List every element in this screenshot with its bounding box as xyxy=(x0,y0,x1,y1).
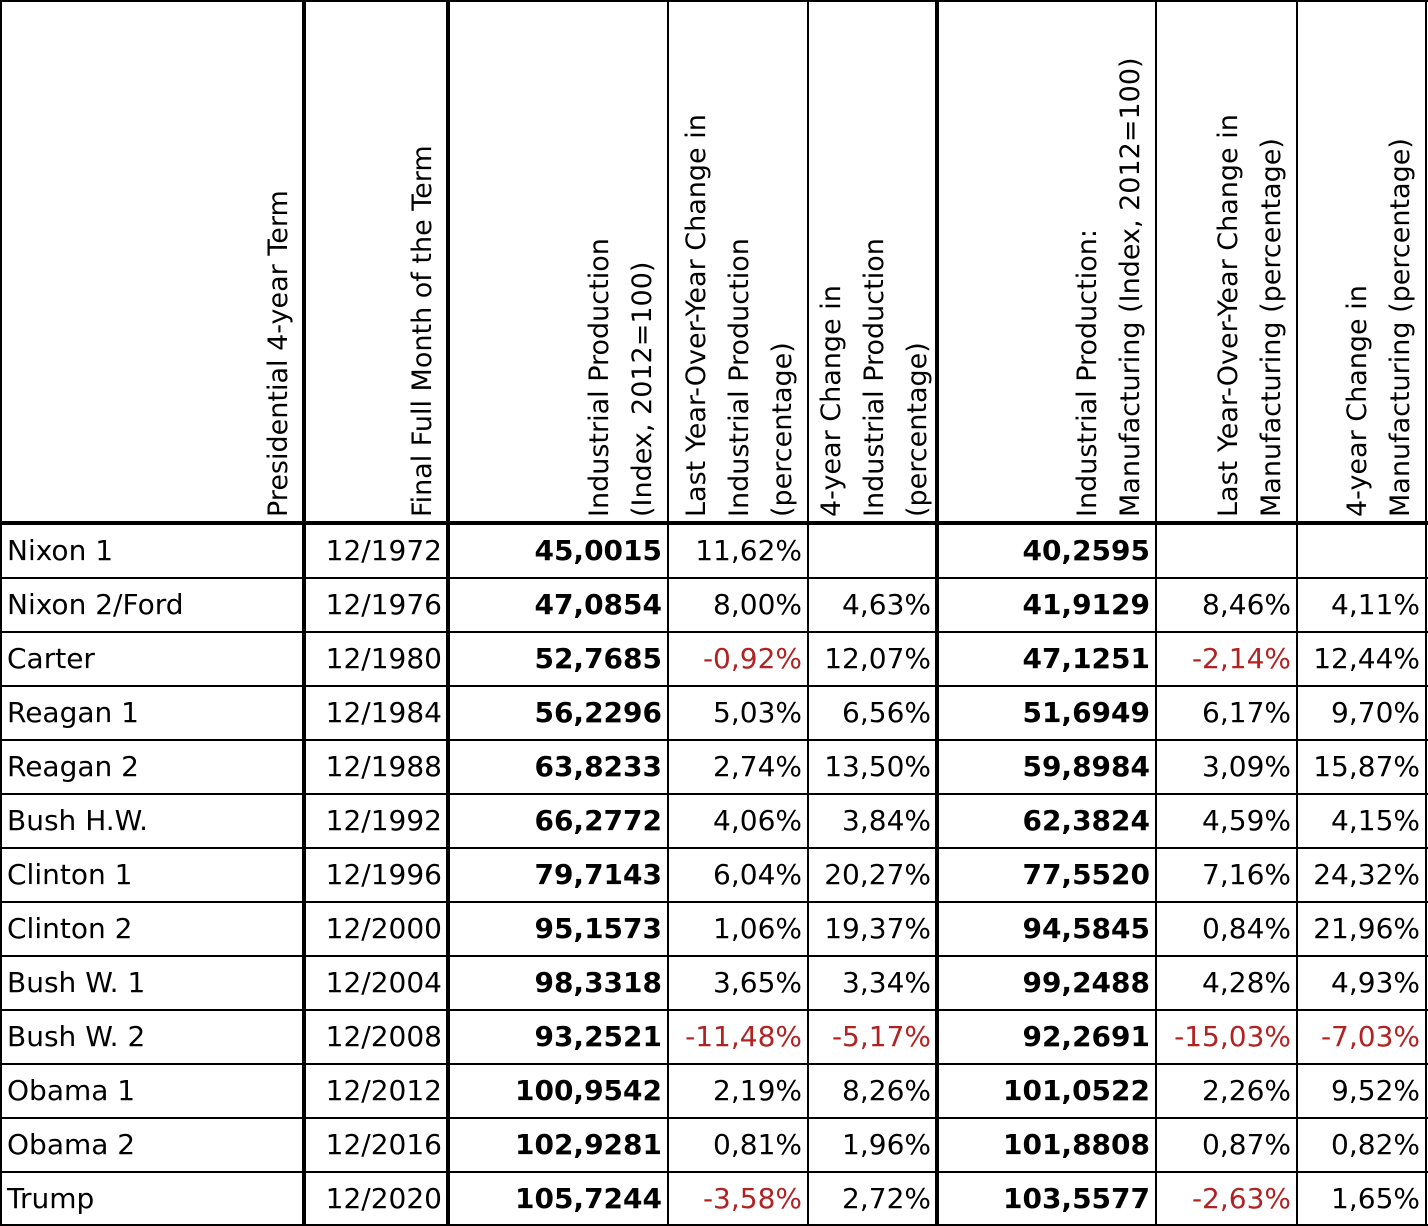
cell-ip-index: 105,7244 xyxy=(514,1182,662,1215)
cell-final-month: 12/1984 xyxy=(325,696,442,729)
cell-term: Clinton 1 xyxy=(7,858,133,891)
cell-mfg-yoy: 8,46% xyxy=(1202,588,1291,621)
cell-ip-index: 52,7685 xyxy=(534,642,662,675)
cell-term: Trump xyxy=(7,1182,95,1215)
cell-ip-4yr: 3,84% xyxy=(842,804,931,837)
cell-ip-yoy: 0,81% xyxy=(713,1128,802,1161)
cell-ip-yoy: 3,65% xyxy=(713,966,802,999)
cell-ip-index: 45,0015 xyxy=(534,534,662,567)
cell-ip-4yr: 1,96% xyxy=(842,1128,931,1161)
header-term xyxy=(0,0,304,521)
cell-mfg-index: 99,2488 xyxy=(1022,966,1150,999)
header-mfg-yoy xyxy=(1156,0,1297,521)
cell-ip-4yr: 12,07% xyxy=(824,642,931,675)
cell-mfg-4yr: 1,65% xyxy=(1331,1182,1420,1215)
header-line: (percentage) xyxy=(767,342,798,517)
cell-final-month: 12/2000 xyxy=(325,912,442,945)
cell-mfg-yoy: 4,28% xyxy=(1202,966,1291,999)
cell-term: Obama 1 xyxy=(7,1074,136,1107)
header-final-month xyxy=(304,0,448,521)
cell-ip-yoy: -11,48% xyxy=(685,1020,802,1053)
header-line: Industrial Production xyxy=(859,238,890,517)
cell-mfg-yoy: -15,03% xyxy=(1174,1020,1291,1053)
cell-mfg-yoy xyxy=(1156,524,1297,578)
cell-ip-yoy: 4,06% xyxy=(713,804,802,837)
header-ip-index xyxy=(448,0,668,521)
header-line: (percentage) xyxy=(902,342,933,517)
cell-mfg-yoy: 7,16% xyxy=(1202,858,1291,891)
cell-final-month: 12/1996 xyxy=(325,858,442,891)
cell-ip-4yr: 4,63% xyxy=(842,588,931,621)
header-line: Manufacturing (percentage) xyxy=(1385,138,1416,517)
cell-ip-index: 79,7143 xyxy=(534,858,662,891)
cell-ip-yoy: 8,00% xyxy=(713,588,802,621)
header-line: Industrial Production xyxy=(584,238,615,517)
cell-ip-index: 100,9542 xyxy=(514,1074,662,1107)
cell-mfg-index: 41,9129 xyxy=(1022,588,1150,621)
cell-ip-4yr: 3,34% xyxy=(842,966,931,999)
cell-final-month: 12/1972 xyxy=(325,534,442,567)
cell-mfg-index: 101,8808 xyxy=(1002,1128,1150,1161)
cell-mfg-yoy: -2,63% xyxy=(1191,1182,1291,1215)
cell-mfg-index: 94,5845 xyxy=(1022,912,1150,945)
cell-mfg-yoy: 3,09% xyxy=(1202,750,1291,783)
cell-mfg-index: 59,8984 xyxy=(1022,750,1150,783)
cell-final-month: 12/2004 xyxy=(325,966,442,999)
cell-mfg-yoy: -2,14% xyxy=(1191,642,1291,675)
cell-ip-4yr: 20,27% xyxy=(824,858,931,891)
cell-term: Nixon 2/Ford xyxy=(7,588,184,621)
cell-ip-index: 47,0854 xyxy=(534,588,662,621)
cell-ip-4yr: 8,26% xyxy=(842,1074,931,1107)
cell-mfg-index: 103,5577 xyxy=(1002,1182,1150,1215)
cell-mfg-index: 47,1251 xyxy=(1022,642,1150,675)
cell-ip-4yr: 13,50% xyxy=(824,750,931,783)
cell-mfg-index: 40,2595 xyxy=(1022,534,1150,567)
cell-ip-index: 102,9281 xyxy=(514,1128,662,1161)
header-ip-4yr xyxy=(808,0,937,521)
header-line: Final Full Month of the Term xyxy=(407,145,438,517)
cell-mfg-4yr: 4,15% xyxy=(1331,804,1420,837)
cell-final-month: 12/2008 xyxy=(325,1020,442,1053)
cell-term: Nixon 1 xyxy=(7,534,114,567)
header-line: 4-year Change in xyxy=(816,285,847,517)
cell-term: Bush W. 1 xyxy=(7,966,146,999)
cell-term: Clinton 2 xyxy=(7,912,133,945)
header-mfg-index xyxy=(937,0,1156,521)
cell-mfg-4yr: 24,32% xyxy=(1313,858,1420,891)
cell-term: Carter xyxy=(7,642,95,675)
cell-mfg-yoy: 0,84% xyxy=(1202,912,1291,945)
cell-ip-index: 63,8233 xyxy=(534,750,662,783)
cell-mfg-4yr: 12,44% xyxy=(1313,642,1420,675)
cell-final-month: 12/2012 xyxy=(325,1074,442,1107)
cell-mfg-yoy: 2,26% xyxy=(1202,1074,1291,1107)
cell-mfg-yoy: 0,87% xyxy=(1202,1128,1291,1161)
header-line: Last Year-Over-Year Change in xyxy=(681,114,712,517)
cell-ip-4yr xyxy=(808,524,937,578)
cell-term: Obama 2 xyxy=(7,1128,136,1161)
cell-ip-index: 95,1573 xyxy=(534,912,662,945)
header-line: (Index, 2012=100) xyxy=(627,261,658,517)
cell-term: Reagan 2 xyxy=(7,750,139,783)
cell-mfg-4yr: 15,87% xyxy=(1313,750,1420,783)
header-line: Industrial Production xyxy=(724,238,755,517)
cell-ip-4yr: -5,17% xyxy=(831,1020,931,1053)
header-ip-yoy xyxy=(668,0,808,521)
cell-mfg-index: 92,2691 xyxy=(1022,1020,1150,1053)
cell-final-month: 12/1980 xyxy=(325,642,442,675)
cell-mfg-4yr: 0,82% xyxy=(1331,1128,1420,1161)
cell-final-month: 12/1988 xyxy=(325,750,442,783)
cell-ip-index: 93,2521 xyxy=(534,1020,662,1053)
header-line: Manufacturing (Index, 2012=100) xyxy=(1115,57,1146,517)
cell-final-month: 12/2020 xyxy=(325,1182,442,1215)
cell-ip-4yr: 2,72% xyxy=(842,1182,931,1215)
cell-mfg-4yr: 21,96% xyxy=(1313,912,1420,945)
cell-final-month: 12/1992 xyxy=(325,804,442,837)
header-mfg-4yr xyxy=(1297,0,1426,521)
cell-mfg-yoy: 6,17% xyxy=(1202,696,1291,729)
cell-mfg-index: 51,6949 xyxy=(1022,696,1150,729)
cell-final-month: 12/1976 xyxy=(325,588,442,621)
header-line: Industrial Production: xyxy=(1072,229,1103,517)
cell-ip-yoy: -0,92% xyxy=(702,642,802,675)
cell-ip-yoy: -3,58% xyxy=(702,1182,802,1215)
cell-ip-yoy: 11,62% xyxy=(695,534,802,567)
cell-ip-yoy: 6,04% xyxy=(713,858,802,891)
cell-final-month: 12/2016 xyxy=(325,1128,442,1161)
cell-mfg-4yr: -7,03% xyxy=(1320,1020,1420,1053)
cell-mfg-4yr: 4,93% xyxy=(1331,966,1420,999)
cell-ip-yoy: 5,03% xyxy=(713,696,802,729)
cell-mfg-index: 62,3824 xyxy=(1022,804,1150,837)
header-line: Manufacturing (percentage) xyxy=(1256,138,1287,517)
cell-mfg-yoy: 4,59% xyxy=(1202,804,1291,837)
cell-term: Bush H.W. xyxy=(7,804,149,837)
header-line: Presidential 4-year Term xyxy=(263,190,294,517)
cell-ip-yoy: 2,74% xyxy=(713,750,802,783)
cell-mfg-4yr: 9,70% xyxy=(1331,696,1420,729)
cell-term: Reagan 1 xyxy=(7,696,139,729)
cell-ip-yoy: 1,06% xyxy=(713,912,802,945)
cell-mfg-4yr xyxy=(1297,524,1426,578)
cell-ip-index: 56,2296 xyxy=(534,696,662,729)
cell-ip-4yr: 19,37% xyxy=(824,912,931,945)
header-line: Last Year-Over-Year Change in xyxy=(1213,114,1244,517)
cell-ip-yoy: 2,19% xyxy=(713,1074,802,1107)
cell-mfg-4yr: 4,11% xyxy=(1331,588,1420,621)
cell-mfg-index: 77,5520 xyxy=(1022,858,1150,891)
cell-mfg-4yr: 9,52% xyxy=(1331,1074,1420,1107)
cell-ip-index: 98,3318 xyxy=(534,966,662,999)
header-line: 4-year Change in xyxy=(1342,285,1373,517)
cell-term: Bush W. 2 xyxy=(7,1020,146,1053)
cell-ip-index: 66,2772 xyxy=(534,804,662,837)
cell-ip-4yr: 6,56% xyxy=(842,696,931,729)
cell-mfg-index: 101,0522 xyxy=(1002,1074,1150,1107)
